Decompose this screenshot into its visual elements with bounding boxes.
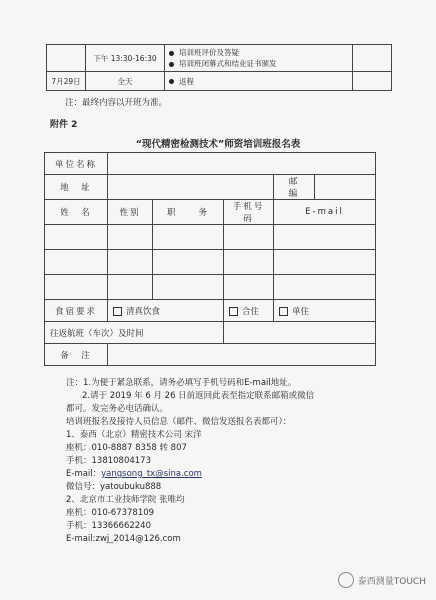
option-single[interactable]: 单住 — [274, 300, 376, 322]
unit-label: 单位名称 — [45, 153, 108, 175]
checkbox-icon[interactable] — [279, 307, 288, 316]
unit-field[interactable] — [108, 153, 376, 175]
travel-label: 往返航班（车次）及时间 — [45, 322, 224, 344]
gender-header: 性别 — [108, 200, 153, 225]
remarks-label: 备 注 — [45, 344, 108, 366]
cell[interactable] — [224, 250, 274, 275]
note-line: 都可。发完务必电话确认。 — [66, 404, 169, 414]
schedule-date — [47, 45, 86, 72]
note-line: 手机：13366662240 — [66, 521, 151, 531]
note-line: 座机：010-67378109 — [66, 508, 155, 518]
note-line: 培训班报名及接待人员信息（邮件、微信发送报名表都可）： — [66, 417, 292, 427]
participant-row — [45, 225, 376, 250]
schedule-row — [47, 72, 392, 91]
checkbox-icon[interactable] — [113, 307, 122, 316]
cell[interactable] — [108, 275, 153, 300]
schedule-time: 下午 13:30-16:30 — [86, 45, 165, 72]
note-line: 微信号：yatoubuku888 — [66, 482, 162, 492]
note-line: 2、北京市工业技师学院 张唯均 — [66, 495, 185, 505]
postcode-field[interactable] — [315, 175, 376, 200]
schedule-row — [47, 45, 392, 72]
schedule-blank — [353, 45, 392, 72]
checkbox-icon[interactable] — [229, 307, 238, 316]
cell[interactable] — [153, 250, 224, 275]
cell[interactable] — [224, 225, 274, 250]
phone-header: 手机号码 — [224, 200, 274, 225]
position-header: 职 务 — [153, 200, 224, 225]
cell[interactable] — [274, 225, 376, 250]
schedule-item: 培训班评价及答疑 — [179, 48, 239, 57]
final-content-note: 注：最终内容以开班为准。 — [65, 98, 168, 108]
wechat-logo-icon — [338, 572, 354, 588]
bullet-icon — [169, 51, 174, 56]
address-field[interactable] — [108, 175, 274, 200]
form-title: “现代精密检测技术”师资培训班报名表 — [135, 139, 301, 150]
note-line: E-mail:zwj_2014@126.com — [66, 534, 181, 544]
registration-form — [44, 152, 376, 366]
cell[interactable] — [274, 275, 376, 300]
address-label: 地 址 — [45, 175, 108, 200]
accommodation-label: 食宿要求 — [45, 300, 108, 322]
cell[interactable] — [153, 225, 224, 250]
note-line: 2.请于 2019 年 6 月 26 日前返回此表至指定联系邮箱或微信 — [82, 391, 315, 401]
cell[interactable] — [45, 225, 108, 250]
cell[interactable] — [108, 250, 153, 275]
postcode-label: 邮 编 — [274, 175, 315, 200]
email-header: E-mail — [274, 200, 376, 225]
note-line: 1、泰西（北京）精密技术公司 宋洋 — [66, 430, 202, 440]
cell[interactable] — [45, 250, 108, 275]
cell[interactable] — [274, 250, 376, 275]
attachment-label: 附件 2 — [50, 120, 78, 130]
schedule-item: 返程 — [179, 76, 194, 86]
schedule-items — [165, 72, 353, 91]
note-line: E-mail：yangsong_tx@sina.com — [66, 469, 202, 479]
cell[interactable] — [224, 275, 274, 300]
form-row-address — [45, 175, 376, 200]
watermark: 泰西测量TOUCH — [338, 572, 426, 588]
schedule-blank — [353, 72, 392, 91]
form-row-header — [45, 200, 376, 225]
notes-block — [66, 377, 396, 546]
form-row-remarks — [45, 344, 376, 366]
participant-row — [45, 275, 376, 300]
option-halal[interactable]: 清真饮食 — [108, 300, 224, 322]
remarks-field[interactable] — [108, 344, 376, 366]
schedule-time: 全天 — [86, 72, 165, 91]
form-row-accommodation — [45, 300, 376, 322]
name-header: 姓 名 — [45, 200, 108, 225]
schedule-date: 7月29日 — [47, 72, 86, 91]
bullet-icon — [169, 62, 174, 67]
cell[interactable] — [45, 275, 108, 300]
form-row-unit — [45, 153, 376, 175]
cell[interactable] — [153, 275, 224, 300]
schedule-items — [165, 45, 353, 72]
note-line: 手机：13810804173 — [66, 456, 151, 466]
bullet-icon — [169, 79, 174, 84]
schedule-item: 培训班闭幕式和结业证书颁发 — [179, 59, 277, 68]
form-row-travel — [45, 322, 376, 344]
note-line: 座机：010-8887 8358 转 807 — [66, 443, 187, 453]
email-link[interactable]: yangsong_tx@sina.com — [101, 469, 202, 479]
option-shared[interactable]: 合住 — [224, 300, 274, 322]
cell[interactable] — [108, 225, 153, 250]
travel-field[interactable] — [224, 322, 376, 344]
note-line: 注：1.为便于紧急联系，请务必填写手机号码和E-mail地址。 — [66, 378, 297, 388]
participant-row — [45, 250, 376, 275]
schedule-table — [46, 44, 392, 91]
